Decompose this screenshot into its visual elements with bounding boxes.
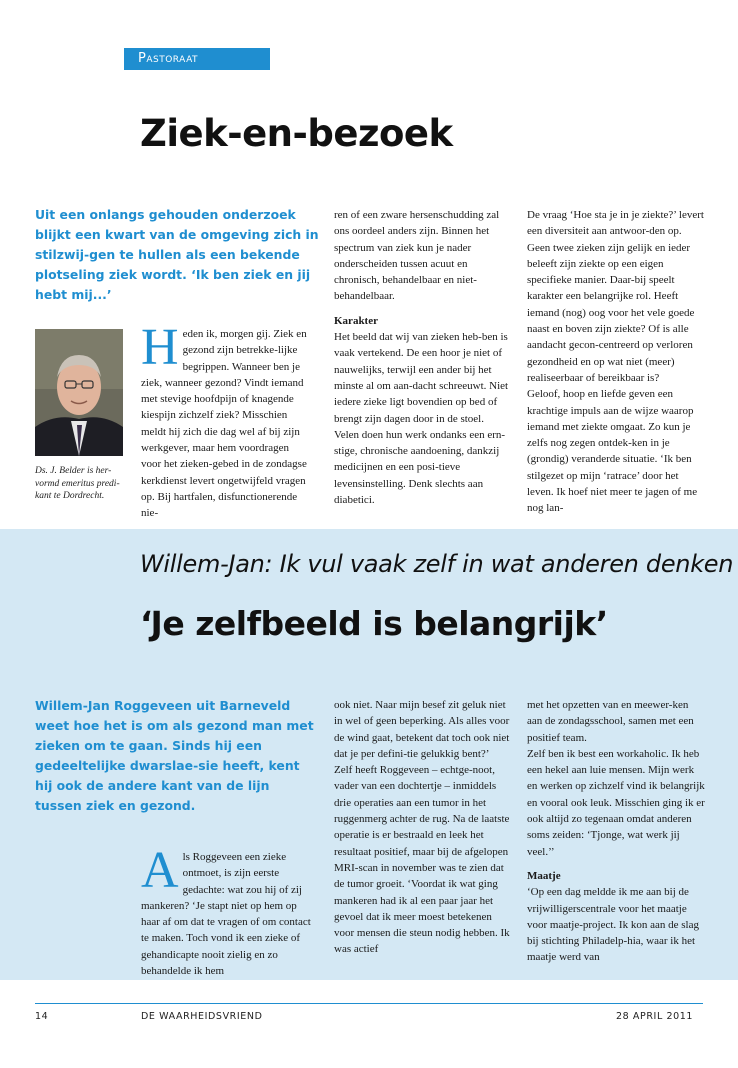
drop-cap: H xyxy=(141,319,179,376)
column-text: Geloof, hoop en liefde geven een krachtige impuls aan de wijze waarop iemand met ziekte omgaat. Zo kun je zelfs nog zegen ontdek-ken in je (grondig) veranderde situatie. ‘Ik ben stilgezet op mijn ‘ratrace’ door het leven. Ik hoef niet meer te jagen of me nog lan- xyxy=(527,388,698,515)
article-column-3 xyxy=(527,207,705,517)
column-text: eden ik, morgen gij. Ziek en gezond zijn betrekke-lijke begrippen. Wanneer ben je ziek, wanneer gezond? Vindt iemand met stevige hoofdpijn of knagende kiespijn zichzelf ziek? Misschien meldt hij zich die dag wel af bij zijn werkgever, maar hem voordragen voor het zieken-gebed in de zondagse kerkdienst levert ongetwijfeld vragen op. Bij hartfalen, disfunctionerende nie- xyxy=(141,328,307,520)
article-2-column-1 xyxy=(141,842,313,979)
article-2-subtitle: Willem-Jan: Ik vul vaak zelf in wat anderen denken xyxy=(140,550,734,578)
column-text: ls Roggeveen een zieke ontmoet, is zijn eerste gedachte: wat zou hij of zij mankeren? ‘Je stapt niet op hem op haar af om dat te vragen of om contact te maken. Toch vond ik een zieke of gehandicapte nooit zielig en zo behandelde ik hem xyxy=(141,851,311,978)
column-text: ook niet. Naar mijn besef zit geluk niet in wel of geen beperking. Als alles voor de wind gaat, betekent dat toch ook niet dat je per defini-tie gelukkig bent?’ xyxy=(334,699,510,760)
section-tag: Pastoraat xyxy=(124,48,270,70)
publication-name: DE WAARHEIDSVRIEND xyxy=(141,1011,263,1022)
article-intro: Uit een onlangs gehouden onderzoek blijkt een kwart van de omgeving zich in stilzwij-gen te hullen als een bekende plotseling ziek wordt. ‘Ik ben ziek en jij hebt mij...’ xyxy=(35,207,319,302)
column-text: Het beeld dat wij van zieken heb-ben is vaak vertekend. De een hoor je niet of nauwelijks, terwijl een ander bij het minste al om aan-dacht schreeuwt. Niet iedere zieke ligt bovendien op bed of brengt zijn dagen door in de stoel. Velen doen hun werk ondanks een ern-stige, chronische aandoening, dankzij medicijnen en een posi-tieve levensinstelling. Denk slechts aan diabetici. xyxy=(334,331,509,507)
portrait-illustration xyxy=(35,329,123,456)
photo-caption: Ds. J. Belder is her-vormd emeritus predi-kant te Dordrecht. xyxy=(35,466,120,501)
subheading-karakter: Karakter xyxy=(334,314,378,327)
column-text: De vraag ‘Hoe sta je in je ziekte?’ levert een diversiteit aan antwoor-den op. Geen twee zieken zijn gelijk en ieder beleeft zijn ziekte op een eigen specifieke manier. Daar-bij speelt karakter een belangrijke rol. Heeft iemand (nog) oog voor het vele goede naast en boven zijn ziekte? Of is alle aandacht gecon-centreerd op verloren gezondheid en op wat niet (meer) realiseerbaar of bereikbaar is? xyxy=(527,209,704,384)
column-text: Zelf ben ik best een workaholic. Ik heb een hekel aan luie mensen. Mijn werk en werken op zichzelf vind ik belangrijk en vooral ook leuk. Misschien ging ik er ook altijd zo tegenaan omdat anderen soms zeiden: ‘Tjonge, wat werk jij veel.’’ xyxy=(527,747,705,858)
article-2-title: ‘Je zelfbeeld is belangrijk’ xyxy=(140,604,608,643)
drop-cap: A xyxy=(141,842,179,899)
article-title: Ziek-en-bezoek xyxy=(140,112,453,155)
column-text: ren of een zware hersenschudding zal ons oordeel anders zijn. Binnen het spectrum van ziek kun je nader onderscheiden tussen acuut en chronisch, behandelbaar en niet-behandelbaar. xyxy=(334,209,500,303)
page-number: 14 xyxy=(35,1011,49,1022)
article-2-column-3 xyxy=(527,697,705,966)
footer-rule xyxy=(35,1003,703,1004)
author-photo xyxy=(35,329,123,456)
column-text: met het opzetten van en meewer-ken aan de zondagsschool, samen met een positief team. xyxy=(527,699,694,744)
article-column-2 xyxy=(334,207,510,508)
article-column-1 xyxy=(141,319,309,522)
issue-date: 28 APRIL 2011 xyxy=(616,1011,694,1022)
column-text: ‘Op een dag meldde ik me aan bij de vrijwilligerscentrale voor het maatje voor maatje-project. Ik kon aan de slag bij stichting Philadelp-hia, waar ik het maatje werd van xyxy=(527,886,699,964)
column-text: Zelf heeft Roggeveen – echtge-noot, vader van een dochtertje – inmiddels drie operaties aan een tumor in het ruggenmerg achter de rug. Na de laatste operatie is er bestraald en leek het resultaat positief, maar bij de afgelopen MRI-scan in november was te zien dat de tumor groeit. ‘Voordat ik wat ging mankeren had ik al een paar jaar het gevoel dat ik meer moest betekenen voor mensen die steun nodig hebben. Ik was actief xyxy=(334,764,510,956)
article-2-intro: Willem-Jan Roggeveen uit Barneveld weet hoe het is om als gezond man met zieken om te gaan. Sinds hij een gedeeltelijke dwarslae-sie heeft, kent hij ook de andere kant van de lijn tussen ziek en gezond. xyxy=(35,698,314,813)
article-2-column-2 xyxy=(334,697,510,958)
subheading-maatje: Maatje xyxy=(527,869,561,882)
